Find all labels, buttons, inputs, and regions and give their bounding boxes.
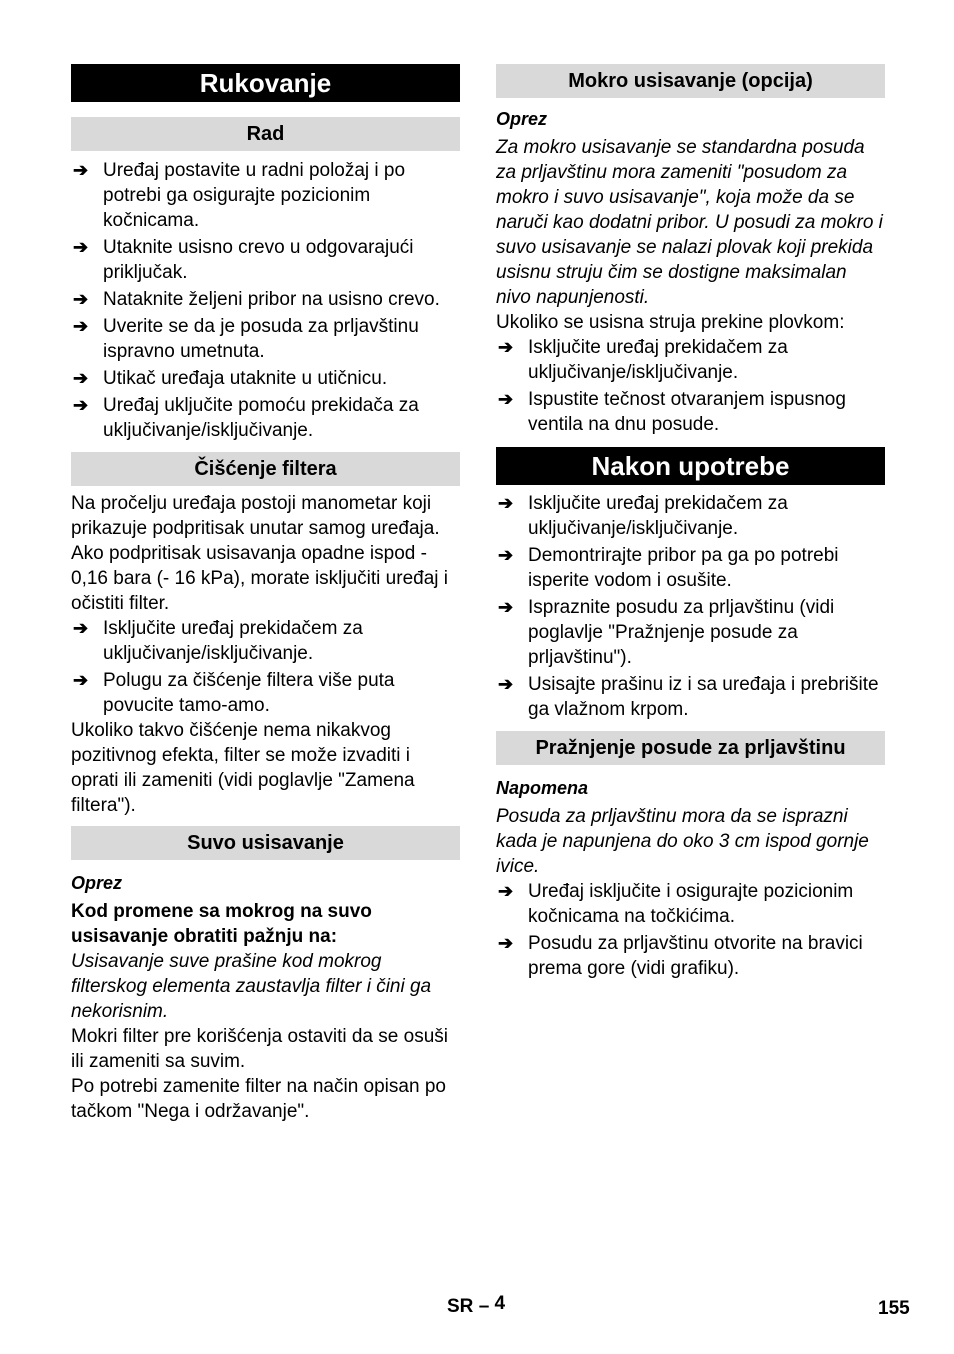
arrow-right-icon: ➔ xyxy=(498,933,514,953)
arrow-right-icon: ➔ xyxy=(73,160,89,180)
wet-text: Ukoliko se usisna struja prekine plovkom: xyxy=(496,312,845,333)
list-item: ➔ Utaknite usisno crevo u odgovarajući priključak. xyxy=(73,237,414,283)
dry-italic-text: Usisavanje suve prašine kod mokrog filterskog elementa zaustavlja filter i čini ga nekorisnim. xyxy=(71,951,432,1022)
section-title-after-use: Nakon upotrebe xyxy=(496,447,885,485)
arrow-right-icon: ➔ xyxy=(498,493,514,513)
arrow-right-icon: ➔ xyxy=(73,670,89,690)
list-item: ➔ Uređaj uključite pomoću prekidača za uključivanje/isključivanje. xyxy=(73,395,419,441)
empty-italic-text: Posuda za prljavštinu mora da se isprazni kada je napunjena do oko 3 cm ispod gornje ivice. xyxy=(496,806,869,877)
list-item: ➔ Demontrirajte pribor pa ga po potrebi isperite vodom i osušite. xyxy=(498,545,839,591)
caution-label: Oprez xyxy=(496,109,548,129)
dry-text-2: Po potrebi zamenite filter na način opisan po tačkom "Nega i održavanje". xyxy=(71,1076,446,1122)
arrow-right-icon: ➔ xyxy=(73,316,89,336)
right-column xyxy=(496,64,885,981)
list-item: ➔ Nataknite željeni pribor na usisno crevo. xyxy=(73,289,440,310)
arrow-right-icon: ➔ xyxy=(73,618,89,638)
wet-italic-text: Za mokro usisavanje se standardna posuda za prljavštinu mora zameniti "posudom za mokro i suvo usisavanje", koja može da se naruči kao dodatni pribor. U posudi za mokro i suvo usisavanje se nalazi plovak koji prekida usisnu struju čim se dostigne maksimalan nivo napunjenosti. xyxy=(496,137,883,308)
list-item: ➔ Isključite uređaj prekidačem za uključivanje/isključivanje. xyxy=(498,337,788,383)
page-number: 155 xyxy=(878,1298,910,1319)
footer-section-label: SR – 4 xyxy=(447,1293,506,1317)
list-item: ➔ Uređaj isključite i osigurajte pozicionim kočnicama na točkićima. xyxy=(498,881,854,927)
arrow-right-icon: ➔ xyxy=(73,289,89,309)
dry-bold-text: Kod promene sa mokrog na suvo usisavanje obratiti pažnju na: xyxy=(71,901,372,947)
caution-label: Oprez xyxy=(71,873,123,893)
empty-list xyxy=(496,879,885,981)
filter-intro: Na pročelju uređaja postoji manometar koji prikazuje podpritisak unutar samog uređaja. Ako podpritisak usisavanja opadne ispod - 0,16 bara (- 16 kPa), morate isključiti uređaj i očistiti filter. xyxy=(71,493,448,614)
filter-outro: Ukoliko takvo čišćenje nema nikakvog pozitivnog efekta, filter se može izvaditi i oprati ili zameniti (vidi poglavlje "Zamena filtera"). xyxy=(71,720,415,816)
arrow-right-icon: ➔ xyxy=(498,597,514,617)
list-item: ➔ Posudu za prljavštinu otvorite na bravici prema gore (vidi grafiku). xyxy=(498,933,863,979)
arrow-right-icon: ➔ xyxy=(498,337,514,357)
list-item: ➔ Uređaj postavite u radni položaj i po potrebi ga osigurajte pozicionim kočnicama. xyxy=(73,160,406,231)
rad-list xyxy=(71,158,460,443)
list-item: ➔ Utikač uređaja utaknite u utičnicu. xyxy=(73,368,388,389)
arrow-right-icon: ➔ xyxy=(498,545,514,565)
arrow-right-icon: ➔ xyxy=(498,674,514,694)
arrow-right-icon: ➔ xyxy=(73,368,89,388)
arrow-right-icon: ➔ xyxy=(498,881,514,901)
dry-text-1: Mokri filter pre korišćenja ostaviti da se osuši ili zameniti sa suvim. xyxy=(71,1026,448,1072)
arrow-right-icon: ➔ xyxy=(73,237,89,257)
subsection-heading-filter: Čišćenje filtera xyxy=(71,452,460,486)
arrow-right-icon: ➔ xyxy=(73,395,89,415)
note-label: Napomena xyxy=(496,778,589,798)
list-item: ➔ Polugu za čišćenje filtera više puta povucite tamo-amo. xyxy=(73,670,395,716)
list-item: ➔ Isključite uređaj prekidačem za uključivanje/isključivanje. xyxy=(498,493,788,539)
list-item: ➔ Usisajte prašinu iz i sa uređaja i prebrišite ga vlažnom krpom. xyxy=(498,674,879,720)
filter-list xyxy=(71,616,460,718)
subsection-heading-empty: Pražnjenje posude za prljavštinu xyxy=(496,731,885,765)
left-column xyxy=(71,64,460,1124)
section-title-rukovanje: Rukovanje xyxy=(71,64,460,102)
subsection-heading-wet: Mokro usisavanje (opcija) xyxy=(496,64,885,98)
list-item: ➔ Ispustite tečnost otvaranjem ispusnog ventila na dnu posude. xyxy=(498,389,846,435)
list-item: ➔ Isključite uređaj prekidačem za uključivanje/isključivanje. xyxy=(73,618,363,664)
after-list xyxy=(496,491,885,722)
list-item: ➔ Ispraznite posudu za prljavštinu (vidi poglavlje "Pražnjenje posude za prljavštinu"). xyxy=(498,597,835,668)
arrow-right-icon: ➔ xyxy=(498,389,514,409)
list-item: ➔ Uverite se da je posuda za prljavštinu ispravno umetnuta. xyxy=(73,316,419,362)
wet-list xyxy=(496,335,885,437)
subsection-heading-dry: Suvo usisavanje xyxy=(71,826,460,860)
subsection-heading-rad: Rad xyxy=(71,117,460,151)
